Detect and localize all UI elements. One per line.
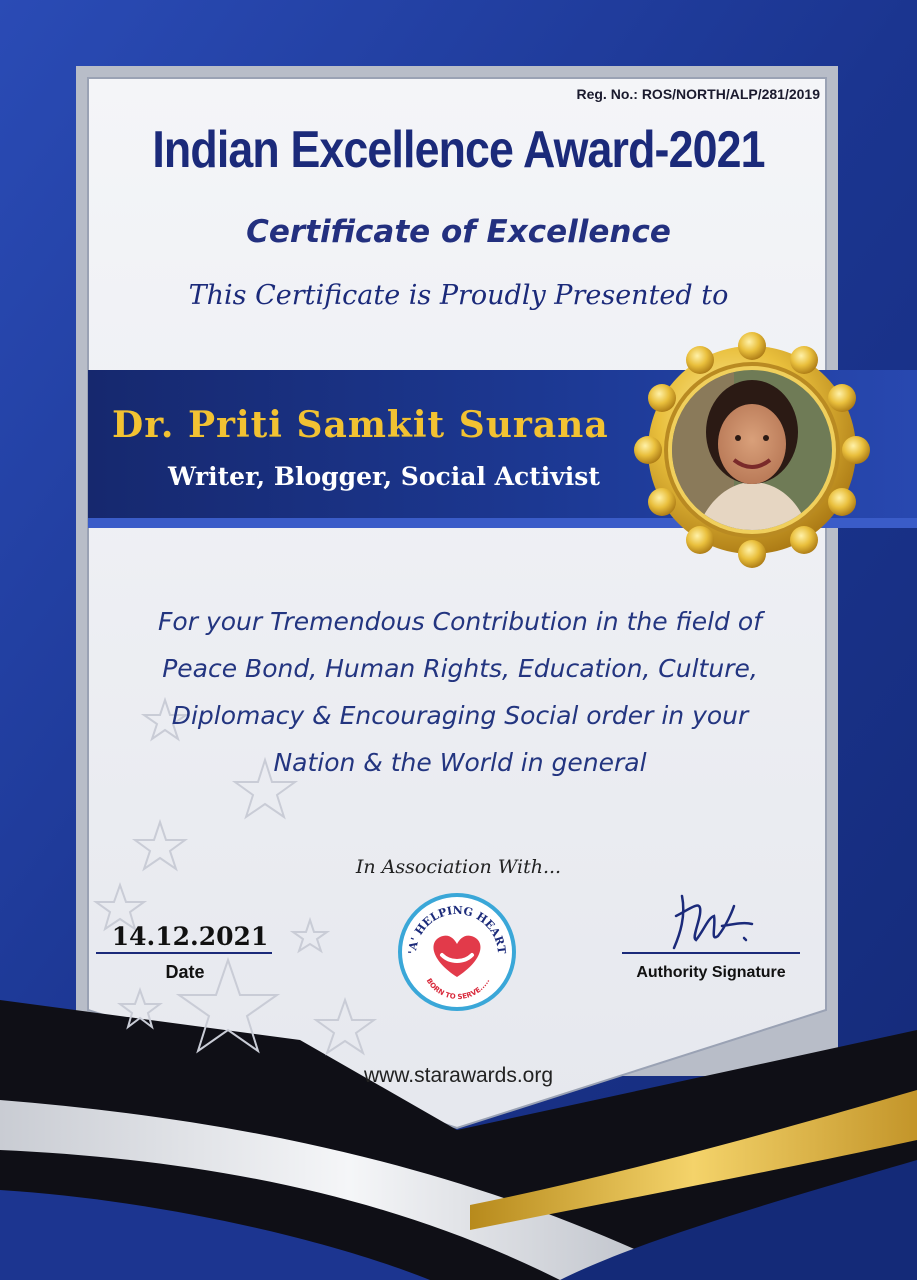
citation-line: Peace Bond, Human Rights, Education, Culture,: [162, 654, 758, 683]
citation-line: Diplomacy & Encouraging Social order in your: [171, 701, 749, 730]
citation-line: Nation & the World in general: [273, 748, 647, 777]
signature-scribble: [662, 886, 772, 956]
citation-text: [100, 598, 820, 786]
date-value: 14.12.2021: [111, 922, 269, 951]
presented-to-line: This Certificate is Proudly Presented to: [188, 280, 729, 311]
website-url: www.starawards.org: [363, 1064, 554, 1087]
recipient-name: Dr. Priti Samkit Surana: [112, 404, 609, 446]
logo-top-text: 'A' HELPING HEART: [405, 903, 509, 955]
award-title: Indian Excellence Award-2021: [152, 121, 765, 179]
citation-line: For your Tremendous Contribution in the field of: [158, 607, 762, 636]
helping-heart-logo: [398, 893, 516, 1011]
registration-number: Reg. No.: ROS/NORTH/ALP/281/2019: [576, 86, 820, 102]
certificate-subtitle: Certificate of Excellence: [246, 214, 671, 250]
date-underline: [96, 952, 272, 954]
association-label: In Association With...: [355, 856, 562, 878]
portrait-medal: [634, 332, 870, 568]
signature-underline: [622, 952, 800, 954]
logo-bottom-text: BORN TO SERVE.....: [424, 977, 492, 1002]
recipient-role: Writer, Blogger, Social Activist: [168, 462, 600, 491]
date-label: Date: [165, 962, 205, 982]
signature-label: Authority Signature: [636, 964, 786, 981]
